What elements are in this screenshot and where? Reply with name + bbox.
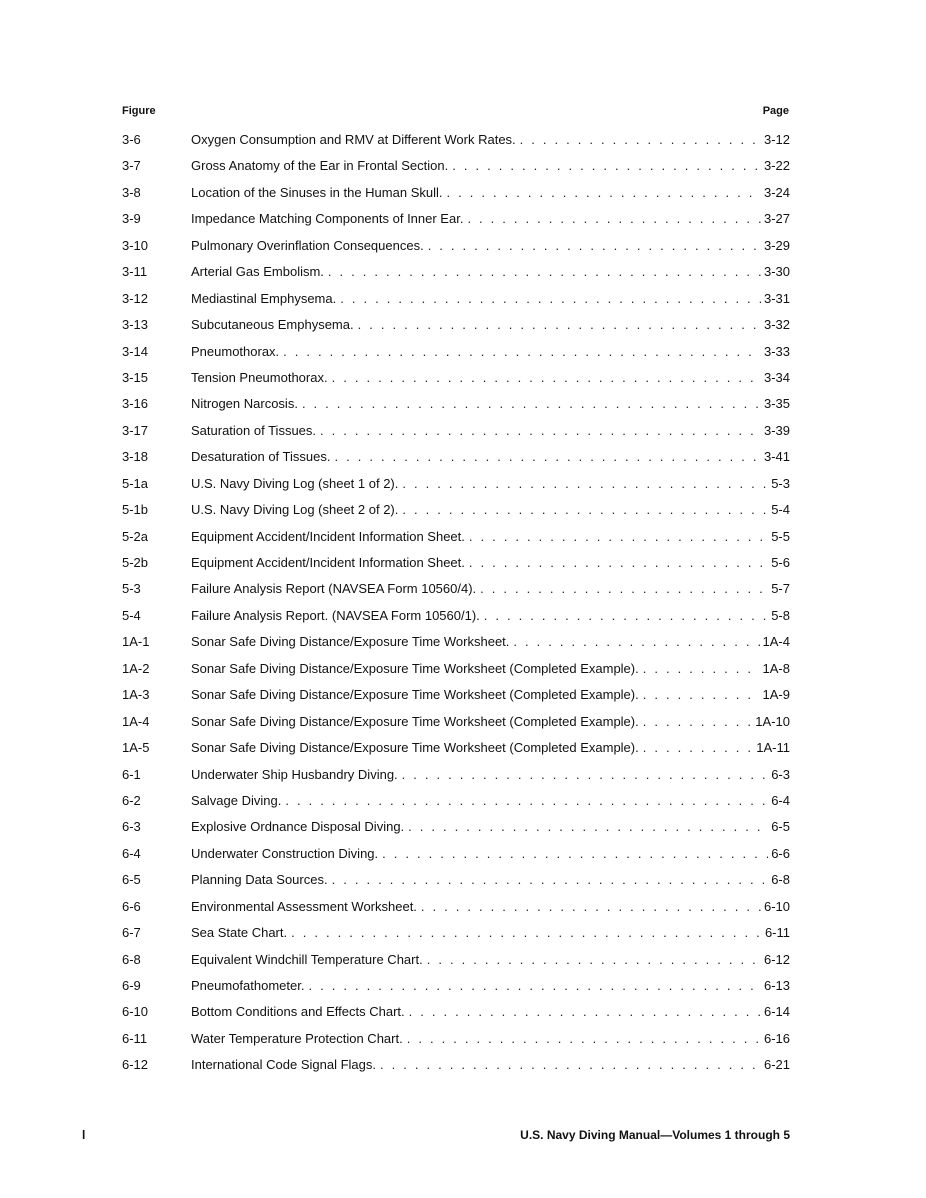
figure-title: International Code Signal Flags.	[191, 1057, 377, 1073]
figure-page-number: 3-31	[763, 290, 790, 306]
figure-page-number: 5-3	[771, 475, 790, 491]
dot-leader	[643, 686, 760, 704]
figure-title-wrapper	[191, 501, 768, 519]
dot-leader	[469, 528, 768, 546]
figure-title-wrapper	[191, 263, 761, 281]
figure-number: 6-7	[122, 925, 141, 941]
figure-entry[interactable]	[122, 369, 790, 395]
figure-title: Oxygen Consumption and RMV at Different Work Rates.	[191, 132, 516, 147]
figure-page-number: 6-12	[763, 951, 790, 967]
figure-page-number: 3-27	[763, 211, 790, 227]
figure-title: Environmental Assessment Worksheet.	[191, 898, 417, 914]
figure-title: Failure Analysis Report (NAVSEA Form 10560/4).	[191, 581, 477, 597]
dot-leader	[408, 818, 768, 836]
figure-entry[interactable]	[122, 343, 790, 369]
dot-leader	[382, 845, 768, 863]
figure-page-number: 3-22	[763, 158, 790, 174]
figure-title: Sonar Safe Diving Distance/Exposure Time Worksheet (Completed Example).	[191, 740, 639, 756]
figure-title: Water Temperature Protection Chart.	[191, 1030, 403, 1046]
figure-number: 3-13	[122, 317, 149, 333]
figure-number: 3-8	[122, 184, 141, 200]
figure-number: 5-1a	[122, 475, 149, 491]
figure-entry[interactable]	[122, 475, 790, 501]
figure-title-wrapper	[191, 237, 761, 255]
figure-title-wrapper	[191, 951, 761, 969]
figure-title-wrapper	[191, 845, 768, 863]
figure-entry[interactable]	[122, 660, 790, 686]
figure-title: U.S. Navy Diving Log (sheet 2 of 2).	[191, 502, 399, 518]
figure-number: 3-18	[122, 449, 149, 465]
page-column-header: Page	[762, 105, 789, 117]
figure-title: U.S. Navy Diving Log (sheet 1 of 2).	[191, 475, 399, 491]
figure-title: Sonar Safe Diving Distance/Exposure Time Worksheet.	[191, 634, 510, 650]
figure-entry[interactable]	[122, 871, 790, 897]
figure-number: 6-12	[122, 1057, 149, 1073]
figure-page-number: 1A-10	[755, 713, 790, 729]
figure-title: Equipment Accident/Incident Information Sheet.	[191, 528, 465, 544]
figure-entry[interactable]	[122, 924, 790, 950]
figure-title: Pneumothorax.	[191, 343, 280, 359]
figure-page-number: 6-10	[763, 898, 790, 914]
figure-page-number: 1A-4	[762, 634, 790, 650]
figure-page-number: 3-34	[763, 369, 790, 385]
figure-title: Sonar Safe Diving Distance/Exposure Time Worksheet (Completed Example).	[191, 687, 639, 703]
figure-title-wrapper	[191, 554, 768, 572]
figure-title-wrapper	[191, 977, 761, 995]
dot-leader	[308, 977, 761, 995]
figure-title: Explosive Ordnance Disposal Diving.	[191, 819, 405, 835]
dot-leader	[340, 290, 761, 308]
figure-title: Desaturation of Tissues.	[191, 449, 331, 465]
figure-title-wrapper	[191, 395, 761, 413]
dot-leader	[291, 924, 762, 942]
figure-number: 5-3	[122, 581, 141, 597]
figure-title-wrapper	[191, 369, 761, 387]
figure-page-number: 3-29	[763, 237, 790, 253]
figure-entry[interactable]	[122, 686, 790, 712]
figure-title-wrapper	[191, 157, 761, 175]
figure-entry[interactable]	[122, 739, 790, 765]
figure-title: Pneumofathometer.	[191, 978, 305, 993]
figure-title-wrapper	[191, 475, 768, 493]
figure-page-number: 3-35	[763, 396, 790, 412]
dot-leader	[643, 739, 754, 757]
figure-number: 6-1	[122, 766, 141, 782]
figure-entry[interactable]	[122, 1056, 790, 1082]
dot-leader	[402, 501, 768, 519]
figure-entry[interactable]	[122, 977, 790, 1003]
figure-page-number: 5-8	[771, 607, 790, 623]
figure-title: Sonar Safe Diving Distance/Exposure Time Worksheet (Completed Example).	[191, 660, 639, 676]
figure-title-wrapper	[191, 316, 761, 334]
figure-number: 6-6	[122, 898, 141, 914]
dot-leader	[513, 633, 759, 651]
figure-number: 3-11	[122, 264, 148, 280]
dot-leader	[358, 316, 761, 334]
figure-page-number: 3-24	[763, 184, 790, 200]
dot-leader	[380, 1056, 761, 1074]
figure-number: 5-4	[122, 607, 141, 623]
figure-number: 3-9	[122, 211, 141, 227]
figure-number: 3-6	[122, 132, 141, 147]
figure-title-wrapper	[191, 898, 761, 916]
figure-number: 6-11	[122, 1030, 148, 1046]
figure-entry[interactable]	[122, 501, 790, 527]
figure-page-number: 6-4	[771, 792, 790, 808]
figure-title-wrapper	[191, 290, 761, 308]
figure-title: Arterial Gas Embolism.	[191, 264, 324, 280]
figure-number: 6-3	[122, 819, 141, 835]
figure-number: 1A-1	[122, 634, 150, 650]
figure-entry[interactable]	[122, 845, 790, 871]
figure-page-number: 6-3	[771, 766, 790, 782]
figure-title-wrapper	[191, 818, 768, 836]
dot-leader	[409, 1003, 761, 1021]
figure-number: 6-9	[122, 978, 141, 993]
figure-title-wrapper	[191, 422, 761, 440]
dot-leader	[320, 422, 761, 440]
figure-title: Sea State Chart.	[191, 925, 288, 941]
figure-page-number: 3-41	[763, 449, 790, 465]
figure-entry[interactable]	[122, 607, 790, 633]
figure-entry[interactable]	[122, 290, 790, 316]
figure-page-number: 6-8	[771, 872, 790, 888]
figure-number: 6-4	[122, 845, 141, 861]
figure-title-wrapper	[191, 871, 768, 889]
footer-page-marker: l	[82, 1128, 86, 1142]
figure-number: 3-7	[122, 158, 141, 174]
figure-entry[interactable]	[122, 422, 790, 448]
dot-leader	[643, 713, 753, 731]
figure-page-number: 6-5	[771, 819, 790, 835]
figure-page-number: 1A-8	[762, 660, 790, 676]
figure-title: Failure Analysis Report. (NAVSEA Form 10560/1).	[191, 607, 480, 623]
figure-title-wrapper	[191, 713, 752, 731]
dot-leader	[302, 395, 761, 413]
figure-number: 6-5	[122, 872, 141, 888]
figure-page-number: 3-32	[763, 317, 790, 333]
figure-entry[interactable]	[122, 210, 790, 236]
figure-title-wrapper	[191, 766, 768, 784]
figure-page-number: 6-14	[763, 1004, 790, 1020]
figure-number: 6-8	[122, 951, 141, 967]
figure-title: Sonar Safe Diving Distance/Exposure Time Worksheet (Completed Example).	[191, 713, 639, 729]
figure-number: 3-15	[122, 369, 149, 385]
figure-title: Underwater Construction Diving.	[191, 845, 379, 861]
figure-number: 1A-3	[122, 687, 150, 703]
figure-title-wrapper	[191, 1056, 761, 1074]
figure-page-number: 5-4	[771, 502, 790, 518]
figure-entry[interactable]	[122, 528, 790, 554]
dot-leader	[421, 898, 761, 916]
figure-title-wrapper	[191, 924, 762, 942]
figure-entry[interactable]	[122, 713, 790, 739]
figure-entry[interactable]	[122, 898, 790, 924]
figure-title: Underwater Ship Husbandry Diving.	[191, 766, 398, 782]
figure-title-wrapper	[191, 1003, 761, 1021]
figure-number: 1A-4	[122, 713, 150, 729]
figure-entry[interactable]	[122, 157, 790, 183]
figure-entry[interactable]	[122, 580, 790, 606]
footer-document-title: U.S. Navy Diving Manual—Volumes 1 through 5	[520, 1128, 790, 1142]
dot-leader	[402, 475, 768, 493]
figure-title-wrapper	[191, 686, 760, 704]
dot-leader	[407, 1030, 761, 1048]
figure-title: Salvage Diving.	[191, 792, 282, 808]
figure-title-wrapper	[191, 528, 768, 546]
figure-number: 5-1b	[122, 502, 149, 518]
figure-number: 3-17	[122, 422, 149, 438]
dot-leader	[520, 131, 761, 149]
figure-title-wrapper	[191, 739, 753, 757]
figure-title: Equivalent Windchill Temperature Chart.	[191, 951, 423, 967]
figure-entry[interactable]	[122, 448, 790, 474]
figure-title: Bottom Conditions and Effects Chart.	[191, 1004, 405, 1020]
figure-entry[interactable]	[122, 792, 790, 818]
figure-title: Pulmonary Overinflation Consequences.	[191, 237, 424, 253]
dot-leader	[283, 343, 761, 361]
figure-title-wrapper	[191, 343, 761, 361]
dot-leader	[484, 607, 768, 625]
figure-entry[interactable]	[122, 316, 790, 342]
figure-title-wrapper	[191, 131, 761, 149]
figure-page-number: 1A-9	[762, 687, 790, 703]
dot-leader	[332, 871, 769, 889]
figure-page-number: 1A-11	[756, 740, 790, 756]
figure-title-wrapper	[191, 607, 768, 625]
dot-leader	[480, 580, 768, 598]
figure-title: Subcutaneous Emphysema.	[191, 317, 354, 333]
figure-page-number: 5-6	[771, 555, 790, 570]
figure-number: 5-2b	[122, 555, 149, 570]
figure-page-number: 3-12	[763, 132, 790, 147]
figure-entry[interactable]	[122, 263, 790, 289]
figure-page-number: 6-21	[763, 1057, 790, 1073]
figure-title: Planning Data Sources.	[191, 872, 328, 888]
figure-entry[interactable]	[122, 818, 790, 844]
figure-title-wrapper	[191, 210, 761, 228]
figure-title-wrapper	[191, 580, 768, 598]
figure-number: 1A-5	[122, 740, 150, 756]
figure-title: Mediastinal Emphysema.	[191, 290, 337, 306]
figure-entry[interactable]	[122, 951, 790, 977]
dot-leader	[467, 210, 761, 228]
figure-page-number: 5-7	[771, 581, 790, 597]
figure-number: 6-2	[122, 792, 141, 808]
dot-leader	[446, 184, 760, 202]
figure-number: 3-14	[122, 343, 149, 359]
dot-leader	[328, 263, 761, 281]
figure-title: Tension Pneumothorax.	[191, 369, 328, 385]
figure-entry[interactable]	[122, 131, 790, 157]
dot-leader	[285, 792, 768, 810]
figure-number: 3-16	[122, 396, 149, 412]
figure-column-header: Figure	[122, 105, 156, 117]
figure-title: Location of the Sinuses in the Human Skull.	[191, 184, 443, 200]
figure-number: 6-10	[122, 1004, 149, 1020]
figure-title: Equipment Accident/Incident Information Sheet.	[191, 555, 465, 570]
dot-leader	[402, 766, 769, 784]
figure-title-wrapper	[191, 448, 761, 466]
figure-entry[interactable]	[122, 395, 790, 421]
figure-title-wrapper	[191, 184, 761, 202]
figure-page-number: 6-16	[763, 1030, 790, 1046]
figure-number: 3-12	[122, 290, 149, 306]
figure-page-number: 5-5	[771, 528, 790, 544]
figure-title: Gross Anatomy of the Ear in Frontal Section.	[191, 158, 449, 174]
figure-title-wrapper	[191, 792, 768, 810]
figure-page-number: 6-13	[763, 978, 790, 993]
figure-page-number: 6-6	[771, 845, 790, 861]
dot-leader	[469, 554, 768, 572]
figure-title: Saturation of Tissues.	[191, 422, 317, 438]
dot-leader	[643, 660, 760, 678]
dot-leader	[334, 448, 761, 466]
figure-entry[interactable]	[122, 184, 790, 210]
figure-number: 3-10	[122, 237, 149, 253]
dot-leader	[332, 369, 761, 387]
figure-page-number: 6-11	[764, 925, 790, 941]
figure-title-wrapper	[191, 633, 760, 651]
figure-title-wrapper	[191, 660, 760, 678]
dot-leader	[452, 157, 761, 175]
figure-entry[interactable]	[122, 1003, 790, 1029]
figure-title: Nitrogen Narcosis.	[191, 396, 298, 412]
figure-entry[interactable]	[122, 766, 790, 792]
figure-entry[interactable]	[122, 1030, 790, 1056]
list-of-figures	[122, 131, 790, 1083]
figure-page-number: 3-39	[763, 422, 790, 438]
figure-entry[interactable]	[122, 554, 790, 580]
dot-leader	[428, 237, 761, 255]
figure-number: 5-2a	[122, 528, 149, 544]
dot-leader	[427, 951, 761, 969]
figure-page-number: 3-33	[763, 343, 790, 359]
figure-entry[interactable]	[122, 633, 790, 659]
figure-page-number: 3-30	[763, 264, 790, 280]
figure-title: Impedance Matching Components of Inner Ear.	[191, 211, 464, 227]
figure-number: 1A-2	[122, 660, 150, 676]
figure-title-wrapper	[191, 1030, 761, 1048]
figure-entry[interactable]	[122, 237, 790, 263]
